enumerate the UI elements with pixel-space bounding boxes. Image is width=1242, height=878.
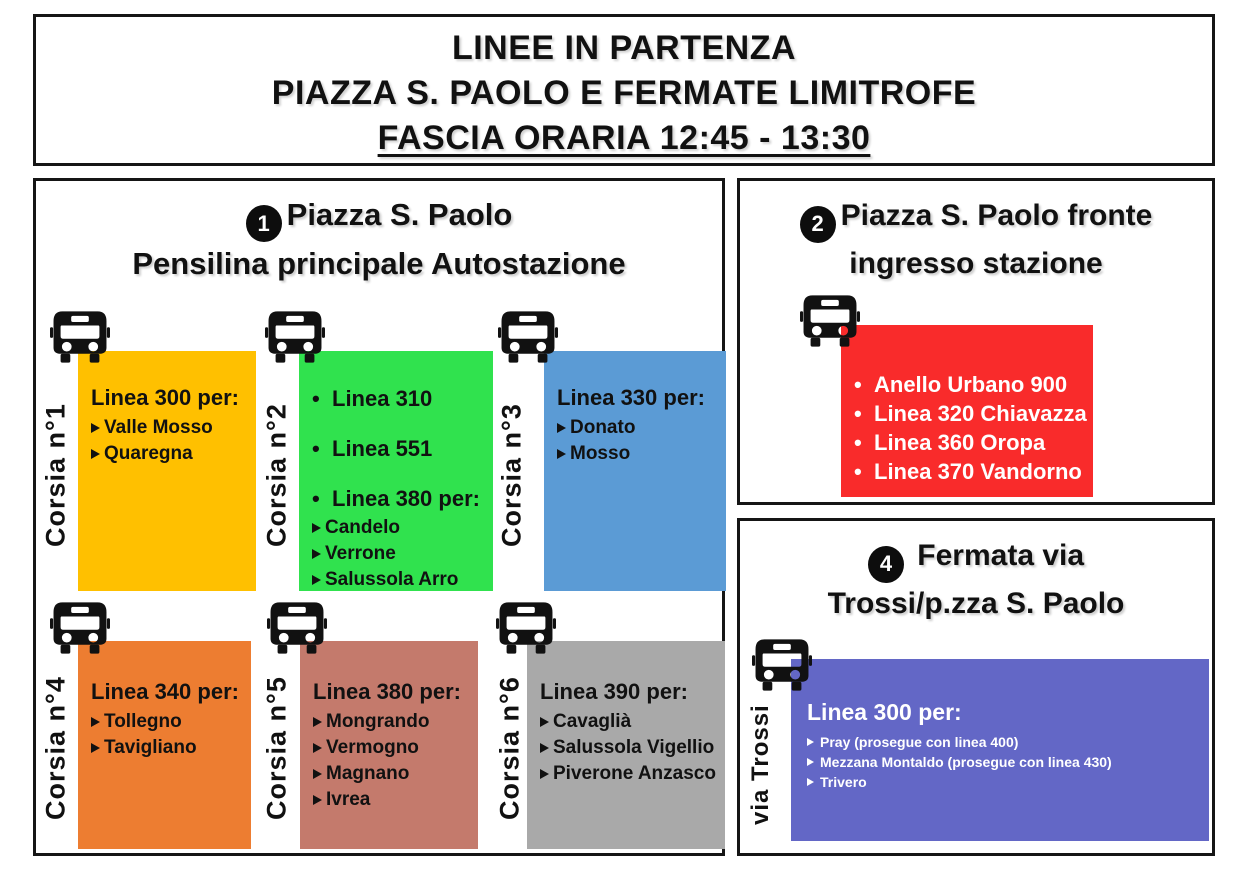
list-item xyxy=(312,435,485,463)
section-4-fermata-via-trossi xyxy=(737,518,1215,856)
stop-panel-via-trossi xyxy=(791,659,1209,841)
arrow-bullet-icon xyxy=(313,743,322,753)
list-item xyxy=(540,709,717,735)
arrow-bullet-icon xyxy=(313,717,322,727)
section-4-heading-line1: Fermata via xyxy=(917,539,1085,572)
poster-title-box xyxy=(33,14,1215,166)
lane-panel-corsia-1 xyxy=(78,351,256,591)
list-item xyxy=(91,709,243,735)
list-item xyxy=(557,415,718,441)
dot-bullet-icon: • xyxy=(312,386,320,411)
list-item xyxy=(540,735,717,761)
arrow-bullet-icon xyxy=(312,575,321,585)
list-item-label: Linea 360 Oropa xyxy=(874,430,1046,455)
list-item-label: Candelo xyxy=(325,517,400,538)
poster-title-time-range: FASCIA ORARIA 12:45 - 13:30 xyxy=(377,119,871,157)
list-item-label: Ivrea xyxy=(326,789,371,810)
list-item-label: Salussola Arro xyxy=(325,569,459,590)
section-4-line-title: Linea 300 per: xyxy=(807,699,962,725)
dot-bullet-icon: • xyxy=(854,430,862,455)
section-1-heading-line1: Piazza S. Paolo xyxy=(286,197,513,232)
section-4-street-label: via Trossi xyxy=(747,704,774,826)
arrow-bullet-icon xyxy=(557,423,566,433)
lane-2-destinations xyxy=(312,515,485,593)
lane-4-destinations xyxy=(91,709,243,761)
bus-icon xyxy=(752,637,812,693)
lane-2-label: Corsia n°2 xyxy=(261,403,292,547)
list-item-label: Linea 551 xyxy=(332,436,433,461)
arrow-bullet-icon xyxy=(540,769,549,779)
list-item xyxy=(91,415,248,441)
list-item xyxy=(313,787,470,813)
lane-panel-corsia-2 xyxy=(299,351,493,591)
list-item xyxy=(854,429,1085,457)
arrow-bullet-icon xyxy=(91,717,100,727)
section-2-heading xyxy=(740,181,1212,285)
list-item xyxy=(91,735,243,761)
bus-icon xyxy=(50,600,110,656)
list-item-label: Linea 310 xyxy=(332,386,433,411)
dot-bullet-icon: • xyxy=(312,486,320,511)
arrow-bullet-icon xyxy=(91,449,100,459)
dot-bullet-icon: • xyxy=(854,372,862,397)
dot-bullet-icon: • xyxy=(312,436,320,461)
section-1-heading-line2: Pensilina principale Autostazione xyxy=(132,246,626,281)
arrow-bullet-icon xyxy=(312,523,321,533)
dot-bullet-icon: • xyxy=(854,401,862,426)
lane-panel-corsia-4 xyxy=(78,641,251,849)
list-item xyxy=(854,400,1085,428)
list-item-label: Cavaglià xyxy=(553,711,632,732)
section-2-heading-line1: Piazza S. Paolo fronte xyxy=(840,199,1153,232)
lane-3-line-title: Linea 330 per: xyxy=(557,385,705,410)
list-item xyxy=(313,735,470,761)
bus-icon xyxy=(496,600,556,656)
lane-5-line-title: Linea 380 per: xyxy=(313,679,461,704)
poster-title-line2: PIAZZA S. PAOLO E FERMATE LIMITROFE xyxy=(271,74,977,112)
section-4-heading-line2: Trossi/p.zza S. Paolo xyxy=(827,586,1125,620)
list-item-label: Donato xyxy=(570,417,636,438)
poster-title-line1: LINEE IN PARTENZA xyxy=(451,29,797,67)
arrow-bullet-icon xyxy=(540,743,549,753)
arrow-bullet-icon xyxy=(91,743,100,753)
arrow-bullet-icon xyxy=(557,449,566,459)
arrow-bullet-icon xyxy=(313,769,322,779)
bus-icon xyxy=(267,600,327,656)
lane-panel-corsia-5 xyxy=(300,641,478,849)
section-2-lines xyxy=(854,371,1085,486)
list-item-label: Linea 370 Vandorno xyxy=(874,459,1082,484)
lane-3-destinations xyxy=(557,415,718,467)
list-item-label: Mezzana Montaldo (prosegue con linea 430) xyxy=(820,754,1112,770)
list-item xyxy=(312,485,485,513)
list-item-label: Tavigliano xyxy=(104,737,197,758)
lane-panel-corsia-3 xyxy=(544,351,726,591)
list-item-label: Tollegno xyxy=(104,711,182,732)
list-item xyxy=(807,732,1201,752)
section-1-autostazione xyxy=(33,178,725,856)
stop-panel-fronte-stazione xyxy=(841,325,1093,497)
bus-icon xyxy=(498,309,558,365)
list-item-label: Mongrando xyxy=(326,711,430,732)
list-item xyxy=(807,772,1201,792)
section-1-heading xyxy=(36,181,722,285)
bus-icon xyxy=(800,293,860,349)
list-item-label: Linea 320 Chiavazza xyxy=(874,401,1087,426)
list-item-label: Quaregna xyxy=(104,443,193,464)
lane-1-label: Corsia n°1 xyxy=(40,403,71,547)
arrow-bullet-icon xyxy=(807,738,814,746)
section-2-number-badge: 2 xyxy=(800,206,836,243)
section-2-heading-line2: ingresso stazione xyxy=(849,246,1103,280)
arrow-bullet-icon xyxy=(313,795,322,805)
list-item xyxy=(312,541,485,567)
list-item-label: Valle Mosso xyxy=(104,417,213,438)
list-item-label: Anello Urbano 900 xyxy=(874,372,1068,397)
arrow-bullet-icon xyxy=(807,758,814,766)
list-item-label: Vermogno xyxy=(326,737,419,758)
bus-icon xyxy=(50,309,110,365)
arrow-bullet-icon xyxy=(91,423,100,433)
list-item xyxy=(312,567,485,593)
list-item xyxy=(312,385,485,413)
list-item-label: Piverone Anzasco xyxy=(553,763,716,784)
list-item-label: Pray (prosegue con linea 400) xyxy=(820,734,1019,750)
lane-4-label: Corsia n°4 xyxy=(40,676,71,820)
arrow-bullet-icon xyxy=(807,778,814,786)
list-item-label: Salussola Vigellio xyxy=(553,737,715,758)
lane-6-label: Corsia n°6 xyxy=(494,676,525,820)
lane-6-line-title: Linea 390 per: xyxy=(540,679,688,704)
list-item xyxy=(557,441,718,467)
bus-icon xyxy=(265,309,325,365)
section-4-number-badge: 4 xyxy=(868,546,904,583)
list-item-label: Mosso xyxy=(570,443,631,464)
lane-5-label: Corsia n°5 xyxy=(261,676,292,820)
dot-bullet-icon: • xyxy=(854,459,862,484)
list-item xyxy=(313,761,470,787)
section-1-number-badge: 1 xyxy=(246,205,282,242)
section-2-fronte-ingresso-stazione xyxy=(737,178,1215,505)
section-4-destinations xyxy=(807,732,1201,792)
arrow-bullet-icon xyxy=(540,717,549,727)
lane-5-destinations xyxy=(313,709,470,813)
section-4-heading xyxy=(740,521,1212,625)
lane-3-label: Corsia n°3 xyxy=(496,403,527,547)
lane-panel-corsia-6 xyxy=(527,641,725,849)
list-item-label: Verrone xyxy=(325,543,396,564)
list-item xyxy=(313,709,470,735)
list-item-label: Trivero xyxy=(820,774,867,790)
list-item-label: Linea 380 per: xyxy=(332,486,480,511)
list-item xyxy=(807,752,1201,772)
lane-1-line-title: Linea 300 per: xyxy=(91,385,239,410)
list-item xyxy=(312,515,485,541)
lane-1-destinations xyxy=(91,415,248,467)
lane-2-lines xyxy=(312,385,485,513)
arrow-bullet-icon xyxy=(312,549,321,559)
list-item xyxy=(854,371,1085,399)
lane-4-line-title: Linea 340 per: xyxy=(91,679,239,704)
list-item-label: Magnano xyxy=(326,763,410,784)
lane-6-destinations xyxy=(540,709,717,787)
list-item xyxy=(854,458,1085,486)
list-item xyxy=(91,441,248,467)
list-item xyxy=(540,761,717,787)
